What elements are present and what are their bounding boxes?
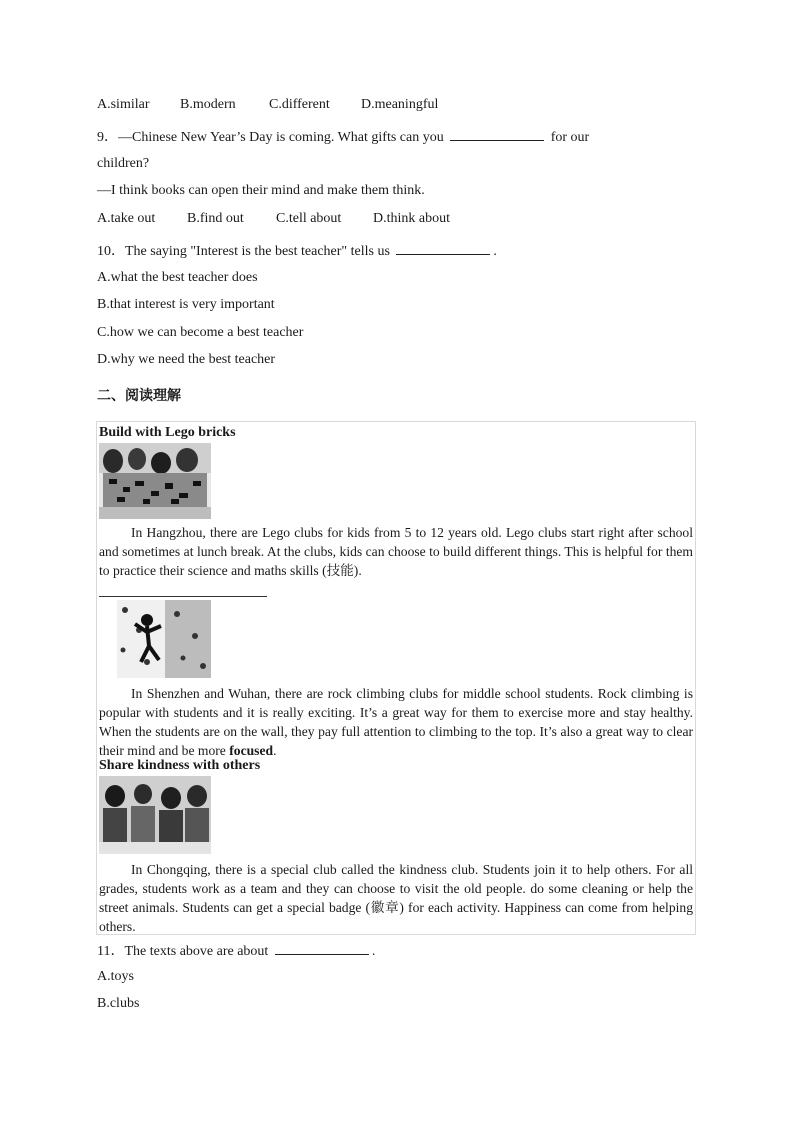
q10-text: The saying "Interest is the best teacher" tells us bbox=[125, 244, 390, 259]
q8-option-d[interactable]: D.meaningful bbox=[361, 97, 439, 112]
q11-option-a[interactable]: A.toys bbox=[97, 969, 134, 984]
q9-question bbox=[97, 126, 589, 146]
q8-option-a[interactable]: A.similar bbox=[97, 97, 150, 112]
q11-answer-blank[interactable] bbox=[275, 940, 369, 955]
q9-answer-blank[interactable] bbox=[450, 126, 544, 141]
lego-kids-photo bbox=[99, 443, 211, 519]
q10-option-c[interactable]: C.how we can become a best teacher bbox=[97, 325, 304, 340]
q9-option-c[interactable]: C.tell about bbox=[276, 211, 342, 226]
q11-text: The texts above are about bbox=[124, 944, 269, 959]
passage-separator bbox=[99, 596, 267, 597]
q10-question bbox=[97, 240, 497, 260]
q9-option-b[interactable]: B.find out bbox=[187, 211, 244, 226]
q9-option-a[interactable]: A.take out bbox=[97, 211, 156, 226]
q9-reply: —I think books can open their mind and make them think. bbox=[97, 183, 425, 198]
q10-option-d[interactable]: D.why we need the best teacher bbox=[97, 352, 276, 367]
passage-heading-kindness: Share kindness with others bbox=[99, 758, 261, 773]
q10-end: . bbox=[493, 244, 497, 259]
q9-number: 9． bbox=[97, 130, 118, 145]
q8-option-b[interactable]: B.modern bbox=[180, 97, 236, 112]
paragraph-kindness-text: In Chongqing, there is a special club called the kindness club. Students join it to help others. For all grades, students work as a team and they can choose to visit the old people. do some cleaning or help the street animals. Students can get a special badge (徽章) for each activity. Happiness can come from helping others. bbox=[99, 862, 693, 934]
q11-number: 11． bbox=[97, 944, 125, 959]
reading-passage-box bbox=[96, 421, 696, 935]
section-title: 二、阅读理解 bbox=[97, 388, 181, 404]
paragraph-lego-text: In Hangzhou, there are Lego clubs for kids from 5 to 12 years old. Lego clubs start right after school and sometimes at lunch break. At the clubs, kids can choose to build different things. This is helpful for them to practice their science and maths skills (技能). bbox=[99, 525, 693, 578]
passage-paragraph-lego bbox=[99, 523, 693, 580]
bold-word-focused: focused bbox=[229, 743, 274, 758]
passage-paragraph-climbing bbox=[99, 684, 693, 760]
q9-text: —Chinese New Year’s Day is coming. What gifts can you bbox=[118, 130, 444, 145]
paragraph-climbing-end: . bbox=[273, 743, 277, 758]
rock-climbing-photo bbox=[117, 600, 211, 678]
q8-options bbox=[97, 97, 438, 113]
kindness-club-photo bbox=[99, 776, 211, 854]
q10-option-a[interactable]: A.what the best teacher does bbox=[97, 270, 258, 285]
q10-option-b[interactable]: B.that interest is very important bbox=[97, 297, 275, 312]
q11-question bbox=[97, 940, 375, 960]
q9-text-continued: children? bbox=[97, 156, 150, 171]
passage-heading-lego: Build with Lego bricks bbox=[99, 425, 236, 440]
q11-end: . bbox=[371, 944, 376, 959]
passage-paragraph-kindness bbox=[99, 860, 693, 936]
q9-options bbox=[97, 211, 450, 227]
q10-answer-blank[interactable] bbox=[396, 240, 490, 255]
q8-option-c[interactable]: C.different bbox=[269, 97, 330, 112]
paragraph-climbing-text: In Shenzhen and Wuhan, there are rock climbing clubs for middle school students. Rock climbing is popular with students and it is really exciting. It’s a great way for them to exercise more and stay healthy. When the students are on the wall, they pay full attention to climbing to the top. It’s also a great way to clear their mind and be more bbox=[99, 686, 693, 758]
q11-option-b[interactable]: B.clubs bbox=[97, 996, 140, 1011]
q9-option-d[interactable]: D.think about bbox=[373, 211, 450, 226]
q9-text-tail: for our bbox=[550, 130, 590, 145]
q10-number: 10． bbox=[97, 244, 125, 259]
